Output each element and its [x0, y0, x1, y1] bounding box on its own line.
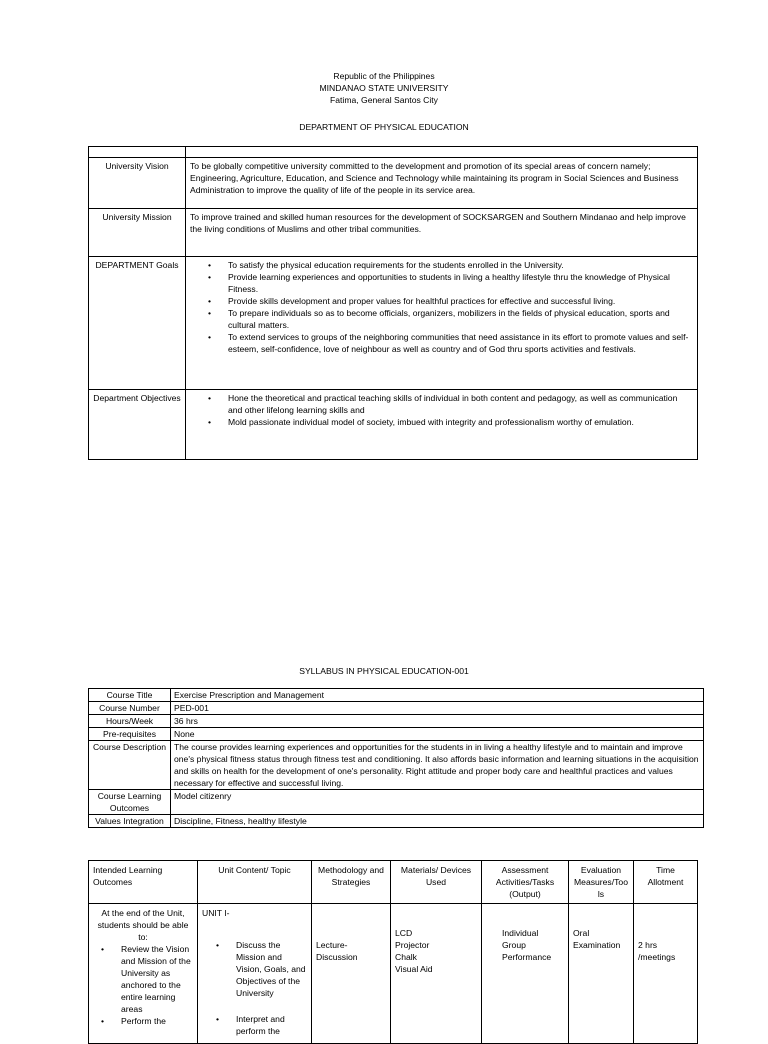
- material-item: Visual Aid: [395, 964, 433, 974]
- header-materials: Materials/ Devices Used: [391, 861, 482, 904]
- objectives-cell: [186, 390, 698, 460]
- hours-value: 36 hrs: [171, 715, 704, 728]
- time-value: 2 hrs /meetings: [638, 940, 676, 962]
- objective-item: • Mold passionate individual model of society, imbued with integrity and professionalism worthy of emulation.: [224, 416, 693, 428]
- assessment-item: Performance: [502, 952, 552, 962]
- goal-item: • To prepare individuals so as to become officials, organizers, mobilizers in the fields of physical education, sports and cultural matters.: [224, 307, 693, 331]
- assessment-list: [486, 927, 564, 963]
- header-evaluation: Evaluation Measures/Too ls: [569, 861, 634, 904]
- values-integration-label: Values Integration: [89, 815, 171, 828]
- vmgo-table: [88, 146, 698, 460]
- objectives-label: Department Objectives: [89, 390, 186, 460]
- methodology-value: Lecture-Discussion: [316, 940, 358, 962]
- header-unit-content: Unit Content/ Topic: [198, 861, 312, 904]
- prerequisites-label: Pre-requisites: [89, 728, 171, 741]
- goal-item: • To extend services to groups of the neighboring communities that need assistance in its effort to promote values and self-esteem, self-confidence, love of neighbour as well as country and of God thru sports activities and festivals.: [224, 331, 693, 355]
- ilo-intro: At the end of the Unit, students should be able to:: [97, 908, 189, 942]
- ilo-outcome-item: • Review the Vision and Mission of the University as anchored to the entire learning areas: [117, 943, 193, 1015]
- learning-outcomes-value: Model citizenry: [171, 790, 704, 815]
- unit-title: UNIT I-: [202, 908, 230, 918]
- goal-item: • Provide learning experiences and opportunities to students in living a healthy lifestyle thru the knowledge of Physical Fitness.: [224, 271, 693, 295]
- assessment-item: Group: [502, 940, 526, 950]
- goals-list: [190, 259, 693, 355]
- header-assessment: Assessment Activities/Tasks (Output): [482, 861, 569, 904]
- hours-label: Hours/Week: [89, 715, 171, 728]
- course-title-value: Exercise Prescription and Management: [171, 689, 704, 702]
- header-university: MINDANAO STATE UNIVERSITY: [319, 83, 449, 93]
- learning-outcomes-label: Course Learning Outcomes: [89, 790, 171, 815]
- header-ilo: Intended Learning Outcomes: [89, 861, 198, 904]
- topics-list: [202, 939, 307, 1037]
- goal-item: • Provide skills development and proper values for healthful practices for effective and successful living.: [224, 295, 693, 307]
- vision-text: To be globally competitive university committed to the development and promotion of its special areas of concern namely; Engineering, Agriculture, Education, and Science and Technology while maintaining its program in Social Sciences and Business Administration to improve the quality of life of the people in its service area.: [186, 158, 698, 209]
- assessment-item: Individual: [502, 928, 539, 938]
- course-title-label: Course Title: [89, 689, 171, 702]
- material-item: Chalk: [395, 952, 417, 962]
- goal-item: • To satisfy the physical education requirements for the students enrolled in the University.: [224, 259, 693, 271]
- values-integration-value: Discipline, Fitness, healthy lifestyle: [171, 815, 704, 828]
- objectives-list: [190, 392, 693, 428]
- course-description-label: Course Description: [89, 741, 171, 790]
- material-item: LCD: [395, 928, 413, 938]
- materials-cell: [391, 904, 482, 1044]
- topic-item: • Interpret and perform the: [232, 1013, 307, 1037]
- course-number-label: Course Number: [89, 702, 171, 715]
- mission-text: To improve trained and skilled human resources for the development of SOCKSARGEN and Southern Mindanao and help improve the living conditions of Muslims and other tribal communities.: [186, 209, 698, 257]
- course-number-value: PED-001: [171, 702, 704, 715]
- materials-list: [395, 927, 477, 975]
- vision-label: University Vision: [89, 158, 186, 209]
- mission-label: University Mission: [89, 209, 186, 257]
- evaluation-cell: [569, 904, 634, 1044]
- unit-content-cell: [198, 904, 312, 1044]
- assessment-cell: [482, 904, 569, 1044]
- goals-cell: [186, 257, 698, 390]
- ilo-table: [88, 860, 698, 1044]
- objective-item: • Hone the theoretical and practical teaching skills of individual in both content and pedagogy, as well as communication and other lifelong learning skills and: [224, 392, 693, 416]
- course-info-table: [88, 688, 704, 828]
- evaluation-value: Oral Examination: [573, 928, 621, 950]
- ilo-outcomes-list: [93, 943, 193, 1027]
- syllabus-title: SYLLABUS IN PHYSICAL EDUCATION-001: [299, 666, 469, 676]
- header-republic: Republic of the Philippines: [333, 71, 435, 81]
- goals-label: DEPARTMENT Goals: [89, 257, 186, 390]
- header-methodology: Methodology and Strategies: [312, 861, 391, 904]
- prerequisites-value: None: [171, 728, 704, 741]
- ilo-outcome-item: • Perform the: [117, 1015, 193, 1027]
- document-header: [0, 70, 768, 106]
- header-time: Time Allotment: [634, 861, 698, 904]
- ilo-outcomes-cell: [89, 904, 198, 1044]
- methodology-cell: [312, 904, 391, 1044]
- topic-item: • Discuss the Mission and Vision, Goals, and Objectives of the University: [232, 939, 307, 999]
- department-title: DEPARTMENT OF PHYSICAL EDUCATION: [299, 122, 469, 132]
- material-item: Projector: [395, 940, 430, 950]
- header-location: Fatima, General Santos City: [330, 95, 438, 105]
- time-cell: [634, 904, 698, 1044]
- course-description-value: The course provides learning experiences and opportunities for the students in in living a healthy lifestyle and to maintain and improve one's physical fitness status through fitness test and conditioning. It also affords basic information and learning situations in the acquisition and skills on health for the development of one's personality. Right attitude and proper body care and healthful practices and values necessary for effective and successful living.: [171, 741, 704, 790]
